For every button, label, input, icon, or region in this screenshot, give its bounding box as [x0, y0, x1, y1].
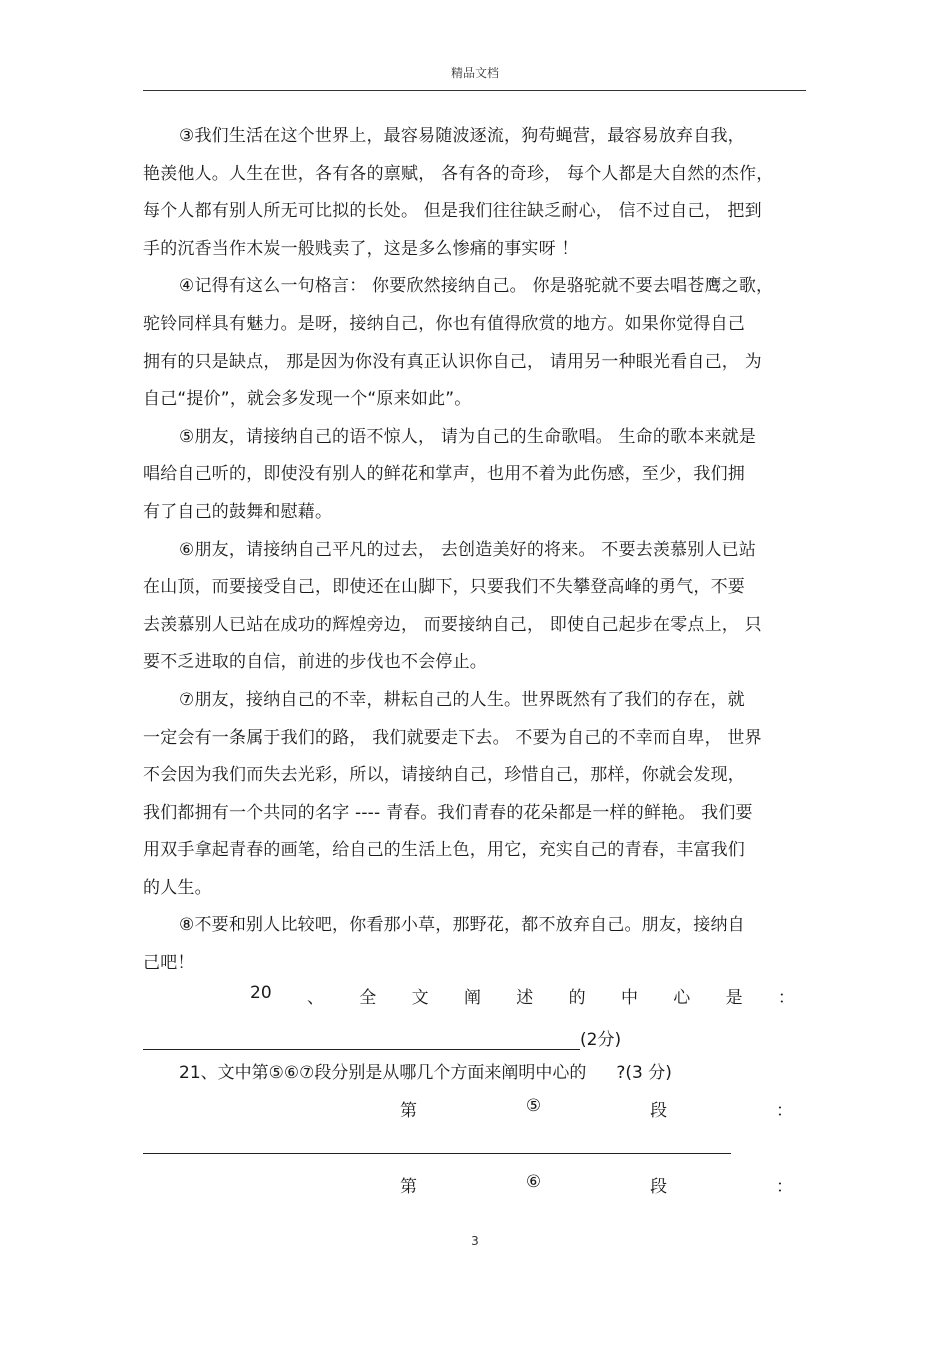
- paragraph-7-line: 一定会有一条属于我们的路， 我们就要走下去。 不要为自己的不幸而自卑， 世界: [143, 727, 762, 748]
- question-20-char: 文: [411, 988, 429, 1008]
- question-21-paragraph-6-label: [400, 1172, 793, 1197]
- question-20-char: 述: [516, 988, 534, 1008]
- paragraph-6-line: ⑥朋友，请接纳自己平凡的过去， 去创造美好的将来。 不要去羡慕别人已站: [179, 539, 757, 560]
- label-char: ⑥: [525, 1172, 542, 1192]
- paragraph-7-line: ⑦朋友，接纳自己的不幸，耕耘自己的人生。世界既然有了我们的存在，就: [179, 689, 745, 710]
- question-20-char: 的: [568, 988, 586, 1008]
- question-20-char: 20: [250, 983, 272, 1003]
- question-20-answer-row: [143, 1020, 621, 1050]
- label-char: ：: [775, 1177, 793, 1197]
- question-20-char: 、: [306, 988, 324, 1008]
- paragraph-4-line: 自己“提价”，就会多发现一个“原来如此”。: [143, 389, 472, 410]
- question-21-score: ?(3 分): [616, 1063, 672, 1083]
- paragraph-8-line: ⑧不要和别人比较吧，你看那小草，那野花，都不放弃自己。朋友，接纳自: [179, 915, 745, 936]
- question-20-char: 是: [725, 988, 743, 1008]
- paragraph-6-line: 去羡慕别人已站在成功的辉煌旁边， 而要接纳自己， 即使自己起步在零点上， 只: [143, 614, 762, 635]
- question-20-score: (2分): [580, 1030, 622, 1050]
- paragraph-7-line: 不会因为我们而失去光彩，所以，请接纳自己，珍惜自己，那样，你就会发现，: [143, 765, 745, 786]
- label-char: ⑤: [525, 1096, 542, 1116]
- page-header: 精品文档: [450, 66, 499, 80]
- label-char: 段: [650, 1101, 668, 1121]
- paragraph-4-line: ④记得有这么一句格言： 你要欣然接纳自己。 你是骆驼就不要去唱苍鹰之歌，: [179, 276, 774, 297]
- page-number: 3: [471, 1234, 479, 1248]
- label-char: 第: [400, 1101, 417, 1121]
- question-20-char: 全: [359, 988, 377, 1008]
- question-21-paragraph-5-label: [400, 1096, 793, 1121]
- question-20-char: 阐: [463, 988, 481, 1008]
- label-char: 段: [650, 1177, 668, 1197]
- paragraph-8-line: 己吧！: [143, 953, 195, 974]
- question-20-char: 心: [673, 988, 691, 1008]
- paragraph-5-line: 有了自己的鼓舞和慰藉。: [143, 501, 333, 522]
- label-char: ：: [775, 1101, 793, 1121]
- paragraph-6-line: 要不乏进取的自信，前进的步伐也不会停止。: [143, 652, 487, 673]
- question-20-char: ：: [777, 988, 795, 1008]
- paragraph-3-line: 手的沉香当作木炭一般贱卖了，这是多么惨痛的事实呀 ！: [143, 238, 579, 259]
- paragraph-7-line: 的人生。: [143, 877, 212, 898]
- article-body: [143, 118, 806, 983]
- question-20-char: 中: [620, 988, 638, 1008]
- question-21-paragraph-5-answer-blank[interactable]: [143, 1153, 731, 1154]
- paragraph-7-line: 我们都拥有一个共同的名字 ---- 青春。我们青春的花朵都是一样的鲜艳。 我们要: [143, 802, 753, 823]
- paragraph-5-line: 唱给自己听的，即使没有别人的鲜花和掌声，也用不着为此伤感，至少，我们拥: [143, 464, 745, 485]
- paragraph-7-line: 用双手拿起青春的画笔，给自己的生活上色，用它，充实自己的青春，丰富我们: [143, 840, 745, 861]
- paragraph-3-line: ③我们生活在这个世界上，最容易随波逐流，狗苟蝇营，最容易放弃自我，: [179, 126, 745, 146]
- question-20-answer-blank[interactable]: [143, 1027, 580, 1050]
- paragraph-3-line: 艳羡他人。人生在世，各有各的禀赋， 各有各的奇珍， 每个人都是大自然的杰作，: [143, 163, 774, 184]
- paragraph-4-line: 拥有的只是缺点， 那是因为你没有真正认识你自己， 请用另一种眼光看自己， 为: [143, 351, 762, 372]
- question-21-prompt: [179, 1058, 672, 1083]
- question-21-text: 21、文中第⑤⑥⑦段分别是从哪几个方面来阐明中心的: [179, 1063, 587, 1083]
- paragraph-4-line: 驼铃同样具有魅力。是呀，接纳自己，你也有值得欣赏的地方。如果你觉得自己: [143, 313, 745, 334]
- paragraph-6-line: 在山顶，而要接受自己，即使还在山脚下，只要我们不失攀登高峰的勇气，不要: [143, 577, 745, 598]
- question-20-prompt: [250, 983, 795, 1013]
- paragraph-3-line: 每个人都有别人所无可比拟的长处。 但是我们往往缺乏耐心， 信不过自己， 把到: [143, 201, 762, 222]
- header-divider: [143, 90, 806, 91]
- paragraph-5-line: ⑤朋友，请接纳自己的语不惊人， 请为自己的生命歌唱。 生命的歌本来就是: [179, 426, 757, 447]
- label-char: 第: [400, 1177, 417, 1197]
